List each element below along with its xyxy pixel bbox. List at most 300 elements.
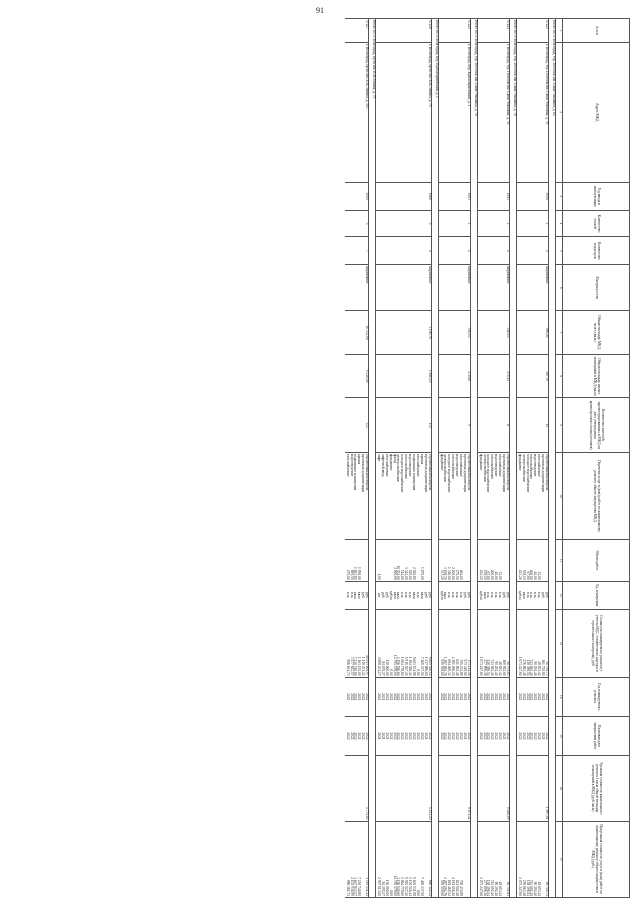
completion-date: 2022 xyxy=(415,716,419,755)
planned-cost: 50 751,83 xyxy=(505,609,509,677)
completion-date: 2021 xyxy=(423,716,427,755)
living-area xyxy=(482,354,486,398)
planned-cost: 3 577 823,57 xyxy=(349,609,353,677)
work-volume: 3 342,00 xyxy=(403,540,407,581)
address xyxy=(516,42,520,182)
cost-limit: 48 653,44 xyxy=(536,821,540,898)
column-header-15: Плановая дата завершения работ xyxy=(563,716,630,755)
address xyxy=(419,42,423,182)
floors xyxy=(380,210,384,236)
residents xyxy=(380,398,384,453)
work-volume xyxy=(364,540,368,581)
entrances xyxy=(525,237,529,265)
unit: руб. xyxy=(380,581,384,609)
unit: руб. xyxy=(466,581,470,609)
column-header-3: Год ввода в эксплуатацию xyxy=(563,182,630,210)
cost-limit: 1 194 526,44 xyxy=(407,821,411,898)
completion-date: 2022 xyxy=(529,716,533,755)
completion-date: 2021 xyxy=(376,716,380,755)
residents xyxy=(345,398,349,453)
completion-date: 2022 xyxy=(400,716,404,755)
total-label: Итого по: г. Волгоград, пр-кт им. В.И.Ленина, д. 79 xyxy=(369,19,376,898)
work-type: холодное водоснабжение xyxy=(486,452,490,539)
column-header-16: Удельная стоимость капитального ремонта 1 кв.м общей площади помещений в МКД (руб./кв.м) xyxy=(563,756,630,821)
work-type: водоотведение xyxy=(454,452,458,539)
total-area xyxy=(400,311,404,355)
residents xyxy=(446,398,450,453)
floors xyxy=(419,210,423,236)
column-number: 2 xyxy=(556,42,563,182)
cost-limit: 90 294,40 xyxy=(532,821,536,898)
wall-material xyxy=(380,265,384,311)
floors xyxy=(477,210,481,236)
living-area xyxy=(376,354,380,398)
table-row xyxy=(356,19,360,898)
wall-material xyxy=(493,265,497,311)
floors xyxy=(388,210,392,236)
total-area xyxy=(349,311,353,355)
repair-year: 2022 xyxy=(415,677,419,716)
living-area xyxy=(486,354,490,398)
unit-cost xyxy=(454,756,458,821)
living-area xyxy=(438,354,442,398)
repair-year: 2022 xyxy=(364,677,368,716)
living-area xyxy=(516,354,520,398)
unit-cost xyxy=(380,756,384,821)
unit: п.м. xyxy=(486,581,490,609)
living-area xyxy=(450,354,454,398)
residents xyxy=(407,398,411,453)
column-number: 11 xyxy=(556,540,563,581)
year-built xyxy=(489,182,493,210)
year-built xyxy=(486,182,490,210)
living-area xyxy=(349,354,353,398)
work-volume: 4 500,00 xyxy=(392,540,396,581)
row-number: 57425 xyxy=(466,19,470,43)
unit: п.м. xyxy=(529,581,533,609)
living-area xyxy=(380,354,384,398)
row-number: 57426 xyxy=(427,19,431,43)
living-area xyxy=(388,354,392,398)
wall-material xyxy=(349,265,353,311)
row-number xyxy=(396,19,400,43)
planned-cost: 48 653,44 xyxy=(497,609,501,677)
repair-year: 2022 xyxy=(392,677,396,716)
work-volume: 3 198,70 xyxy=(443,540,447,581)
year-built xyxy=(415,182,419,210)
repair-year: 2021 xyxy=(376,677,380,716)
row-number xyxy=(477,19,481,43)
year-built xyxy=(403,182,407,210)
entrances xyxy=(489,237,493,265)
unit-cost xyxy=(443,756,447,821)
unit-cost xyxy=(516,756,520,821)
living-area: 270,00 xyxy=(466,354,470,398)
entrances xyxy=(400,237,404,265)
year-built: 1953 xyxy=(505,182,509,210)
completion-date: 2022 xyxy=(521,716,525,755)
total-area xyxy=(411,311,415,355)
completion-date: 2022 xyxy=(364,716,368,755)
year-built xyxy=(396,182,400,210)
residents xyxy=(388,398,392,453)
living-area xyxy=(532,354,536,398)
address xyxy=(525,42,529,182)
unit: п.м. xyxy=(525,581,529,609)
year-built xyxy=(400,182,404,210)
cost-limit: 48 653,44 xyxy=(497,821,501,898)
residents xyxy=(376,398,380,453)
row-number xyxy=(438,19,442,43)
repair-year: 2022 xyxy=(345,677,349,716)
unit-cost: 4 775,02 xyxy=(364,756,368,821)
work-type: строительный контроль xyxy=(427,452,431,539)
wall-material xyxy=(536,265,540,311)
completion-date: 2021 xyxy=(384,716,388,755)
address xyxy=(380,42,384,182)
floors xyxy=(400,210,404,236)
floors xyxy=(345,210,349,236)
repair-year: 2022 xyxy=(505,677,509,716)
work-type: газоснабжение xyxy=(384,452,388,539)
cost-limit: 5 603 531,98 xyxy=(411,821,415,898)
work-volume: 400,00 xyxy=(529,540,533,581)
completion-date: 2022 xyxy=(427,716,431,755)
page-number: 91 xyxy=(316,6,324,15)
completion-date: 2022 xyxy=(392,716,396,755)
cost-limit: 1 073 247,60 xyxy=(516,821,520,898)
year-built xyxy=(356,182,360,210)
planned-cost: 1 073 247,60 xyxy=(477,609,481,677)
residents xyxy=(477,398,481,453)
completion-date: 2022 xyxy=(493,716,497,755)
work-volume: 40,00 xyxy=(532,540,536,581)
planned-cost: 743 092,40 xyxy=(529,609,533,677)
wall-material: кирпичные xyxy=(364,265,368,311)
living-area xyxy=(477,354,481,398)
work-volume: 475,00 xyxy=(345,540,349,581)
completion-date: 2022 xyxy=(544,716,548,755)
planned-cost: 1 073 247,60 xyxy=(516,609,520,677)
row-number xyxy=(482,19,486,43)
completion-date: 2022 xyxy=(407,716,411,755)
repair-year: 2022 xyxy=(489,677,493,716)
work-volume: 275,50 xyxy=(454,540,458,581)
living-area: 9 328,90 xyxy=(364,354,368,398)
entrances xyxy=(458,237,462,265)
row-number xyxy=(400,19,404,43)
row-number xyxy=(450,19,454,43)
row-number xyxy=(403,19,407,43)
floors xyxy=(521,210,525,236)
row-number xyxy=(356,19,360,43)
total-area xyxy=(486,311,490,355)
unit: кв.м xyxy=(443,581,447,609)
row-number xyxy=(489,19,493,43)
floors xyxy=(493,210,497,236)
repair-year: 2022 xyxy=(349,677,353,716)
work-type: фундамент xyxy=(438,452,442,539)
total-area xyxy=(407,311,411,355)
repair-year: 2022 xyxy=(411,677,415,716)
column-number: 12 xyxy=(556,581,563,609)
total-area xyxy=(529,311,533,355)
address xyxy=(438,42,442,182)
planned-cost: 173 114,58 xyxy=(466,609,470,677)
living-area xyxy=(407,354,411,398)
year-built xyxy=(458,182,462,210)
address xyxy=(446,42,450,182)
residents: 11 xyxy=(544,398,548,453)
unit: п.м. xyxy=(407,581,411,609)
total-area xyxy=(353,311,357,355)
total-area xyxy=(482,311,486,355)
work-type: электроснабжение xyxy=(482,452,486,539)
living-area xyxy=(493,354,497,398)
unit: руб. xyxy=(423,581,427,609)
entrances xyxy=(450,237,454,265)
unit-cost xyxy=(349,756,353,821)
repair-year: 2021 xyxy=(380,677,384,716)
year-built xyxy=(438,182,442,210)
wall-material xyxy=(419,265,423,311)
floors: 2 xyxy=(466,210,470,236)
entrances xyxy=(415,237,419,265)
planned-cost: 130 000,00 xyxy=(384,609,388,677)
entrances xyxy=(536,237,540,265)
work-volume: 1 316,00 xyxy=(446,540,450,581)
row-number xyxy=(415,19,419,43)
wall-material xyxy=(529,265,533,311)
work-volume: 40,00 xyxy=(493,540,497,581)
floors xyxy=(396,210,400,236)
residents xyxy=(532,398,536,453)
unit: п.м. xyxy=(532,581,536,609)
completion-date: 2022 xyxy=(388,716,392,755)
repair-year: 2021 xyxy=(501,677,505,716)
total-row xyxy=(369,19,376,898)
total-area xyxy=(345,311,349,355)
work-volume: 1 875,00 xyxy=(419,540,423,581)
unit: п.м. xyxy=(400,581,404,609)
total-label: Итого по: г. Волгоград, тер. Поселок им. Саши Чекалина, д. 76 xyxy=(470,19,477,898)
planned-cost: 1 064 778,60 xyxy=(400,609,404,677)
row-number xyxy=(407,19,411,43)
wall-material xyxy=(388,265,392,311)
row-number: 57424 xyxy=(505,19,509,43)
living-area xyxy=(356,354,360,398)
work-volume: 67,00 xyxy=(525,540,529,581)
living-area xyxy=(419,354,423,398)
unit: кв.м xyxy=(411,581,415,609)
total-area xyxy=(521,311,525,355)
unit: кв.м xyxy=(482,581,486,609)
row-number xyxy=(536,19,540,43)
address xyxy=(353,42,357,182)
cost-limit: 743 092,40 xyxy=(529,821,533,898)
residents xyxy=(356,398,360,453)
unit-cost: 9 020,09 xyxy=(505,756,509,821)
address xyxy=(349,42,353,182)
work-type: проектная документация xyxy=(501,452,505,539)
unit-cost: 5 254,25 xyxy=(427,756,431,821)
table-row xyxy=(376,19,380,898)
work-type: электроснабжение xyxy=(396,452,400,539)
planned-cost: 8 805 520,14 xyxy=(427,609,431,677)
row-number: 57427 xyxy=(364,19,368,43)
entrances xyxy=(353,237,357,265)
planned-cost: 90 294,40 xyxy=(532,609,536,677)
cost-limit: 2 103 936,99 xyxy=(349,821,353,898)
work-type: газоснабжение xyxy=(345,452,349,539)
unit: п.м. xyxy=(345,581,349,609)
unit-cost xyxy=(529,756,533,821)
completion-date: 2022 xyxy=(450,716,454,755)
wall-material xyxy=(446,265,450,311)
unit: руб. xyxy=(364,581,368,609)
repair-year: 2022 xyxy=(486,677,490,716)
unit: кв.м xyxy=(419,581,423,609)
unit-cost xyxy=(486,756,490,821)
total-label: Итого по: г. Волгоград, тер. Поселок им. Саши Чекалина, д. 76 xyxy=(509,19,516,898)
work-type: лифт xyxy=(376,452,380,539)
repair-year: 2022 xyxy=(360,677,364,716)
residents xyxy=(396,398,400,453)
column-number: 14 xyxy=(556,677,563,716)
column-number: 17 xyxy=(556,821,563,898)
wall-material xyxy=(516,265,520,311)
unit: кв.м xyxy=(521,581,525,609)
wall-material xyxy=(376,265,380,311)
work-type: проектная документация xyxy=(540,452,544,539)
unit-cost xyxy=(419,756,423,821)
unit-cost xyxy=(376,756,380,821)
year-built xyxy=(407,182,411,210)
row-number xyxy=(532,19,536,43)
address xyxy=(486,42,490,182)
residents: 333 xyxy=(364,398,368,453)
total-area xyxy=(536,311,540,355)
address xyxy=(407,42,411,182)
work-type: строительный контроль xyxy=(364,452,368,539)
residents xyxy=(392,398,396,453)
year-built xyxy=(411,182,415,210)
cost-limit: 1 119 231,22 xyxy=(364,821,368,898)
completion-date: 2021 xyxy=(380,716,384,755)
living-area xyxy=(415,354,419,398)
address xyxy=(403,42,407,182)
repair-year: 2022 xyxy=(529,677,533,716)
total-area xyxy=(532,311,536,355)
floors: 5 xyxy=(364,210,368,236)
row-number xyxy=(345,19,349,43)
total-label: Итого по: г. Волгоград, пер. Красноармейский, д. 1 xyxy=(431,19,438,898)
table-row xyxy=(400,19,404,898)
repair-year: 2022 xyxy=(477,677,481,716)
unit: кв.м xyxy=(396,581,400,609)
residents xyxy=(458,398,462,453)
floors xyxy=(438,210,442,236)
year-built xyxy=(454,182,458,210)
cost-limit: 621 902,48 xyxy=(454,821,458,898)
unit-cost xyxy=(396,756,400,821)
residents xyxy=(403,398,407,453)
residents: 9 xyxy=(466,398,470,453)
wall-material: кирпичные xyxy=(544,265,548,311)
planned-cost: 90 294,40 xyxy=(493,609,497,677)
cost-limit: 7 469 337,50 xyxy=(419,821,423,898)
planned-cost: 4 156 526,60 xyxy=(396,609,400,677)
unit-cost xyxy=(493,756,497,821)
unit-cost xyxy=(489,756,493,821)
address xyxy=(532,42,536,182)
column-header-2: Адрес МКД xyxy=(563,42,630,182)
unit: руб. xyxy=(505,581,509,609)
floors xyxy=(349,210,353,236)
unit: кв.м xyxy=(356,581,360,609)
cost-limit: 3 627 833,57 xyxy=(353,821,357,898)
year-built xyxy=(532,182,536,210)
completion-date: 2022 xyxy=(525,716,529,755)
residents xyxy=(497,398,501,453)
entrances xyxy=(345,237,349,265)
wall-material xyxy=(384,265,388,311)
column-header-5: Количество подъездов xyxy=(563,237,630,265)
repair-year: 2022 xyxy=(438,677,442,716)
repair-year: 2022 xyxy=(419,677,423,716)
floors xyxy=(489,210,493,236)
wall-material xyxy=(415,265,419,311)
work-volume: 2 945,80 xyxy=(411,540,415,581)
living-area xyxy=(411,354,415,398)
address xyxy=(497,42,501,182)
floors xyxy=(356,210,360,236)
planned-cost: 84 195,27 xyxy=(380,609,384,677)
work-volume: 1 657,80 xyxy=(353,540,357,581)
entrances: 2 xyxy=(466,237,470,265)
wall-material xyxy=(345,265,349,311)
year-built xyxy=(419,182,423,210)
floors xyxy=(443,210,447,236)
cost-limit: 559 559,00 xyxy=(438,821,442,898)
year-built xyxy=(384,182,388,210)
residents xyxy=(443,398,447,453)
rotated-table-container xyxy=(20,18,630,898)
cost-limit: 860 320,34 xyxy=(427,821,431,898)
year-built xyxy=(477,182,481,210)
column-number: 9 xyxy=(556,398,563,453)
entrances xyxy=(497,237,501,265)
entrances xyxy=(443,237,447,265)
completion-date: 2022 xyxy=(438,716,442,755)
work-volume: 67,00 xyxy=(486,540,490,581)
completion-date: 2022 xyxy=(454,716,458,755)
work-type: теплоснабжение xyxy=(450,452,454,539)
table-row xyxy=(477,19,481,898)
unit-cost xyxy=(411,756,415,821)
column-header-6: Материал стен xyxy=(563,265,630,311)
entrances xyxy=(380,237,384,265)
planned-cost: 5 603 531,98 xyxy=(411,609,415,677)
year-built xyxy=(446,182,450,210)
wall-material: кирпичные xyxy=(427,265,431,311)
cost-limit: 986 161,73 xyxy=(345,821,349,898)
repair-year: 2022 xyxy=(466,677,470,716)
repair-year: 2021 xyxy=(462,677,466,716)
unit: п.м. xyxy=(446,581,450,609)
year-built xyxy=(482,182,486,210)
planned-cost: 7 230 740,80 xyxy=(353,609,357,677)
